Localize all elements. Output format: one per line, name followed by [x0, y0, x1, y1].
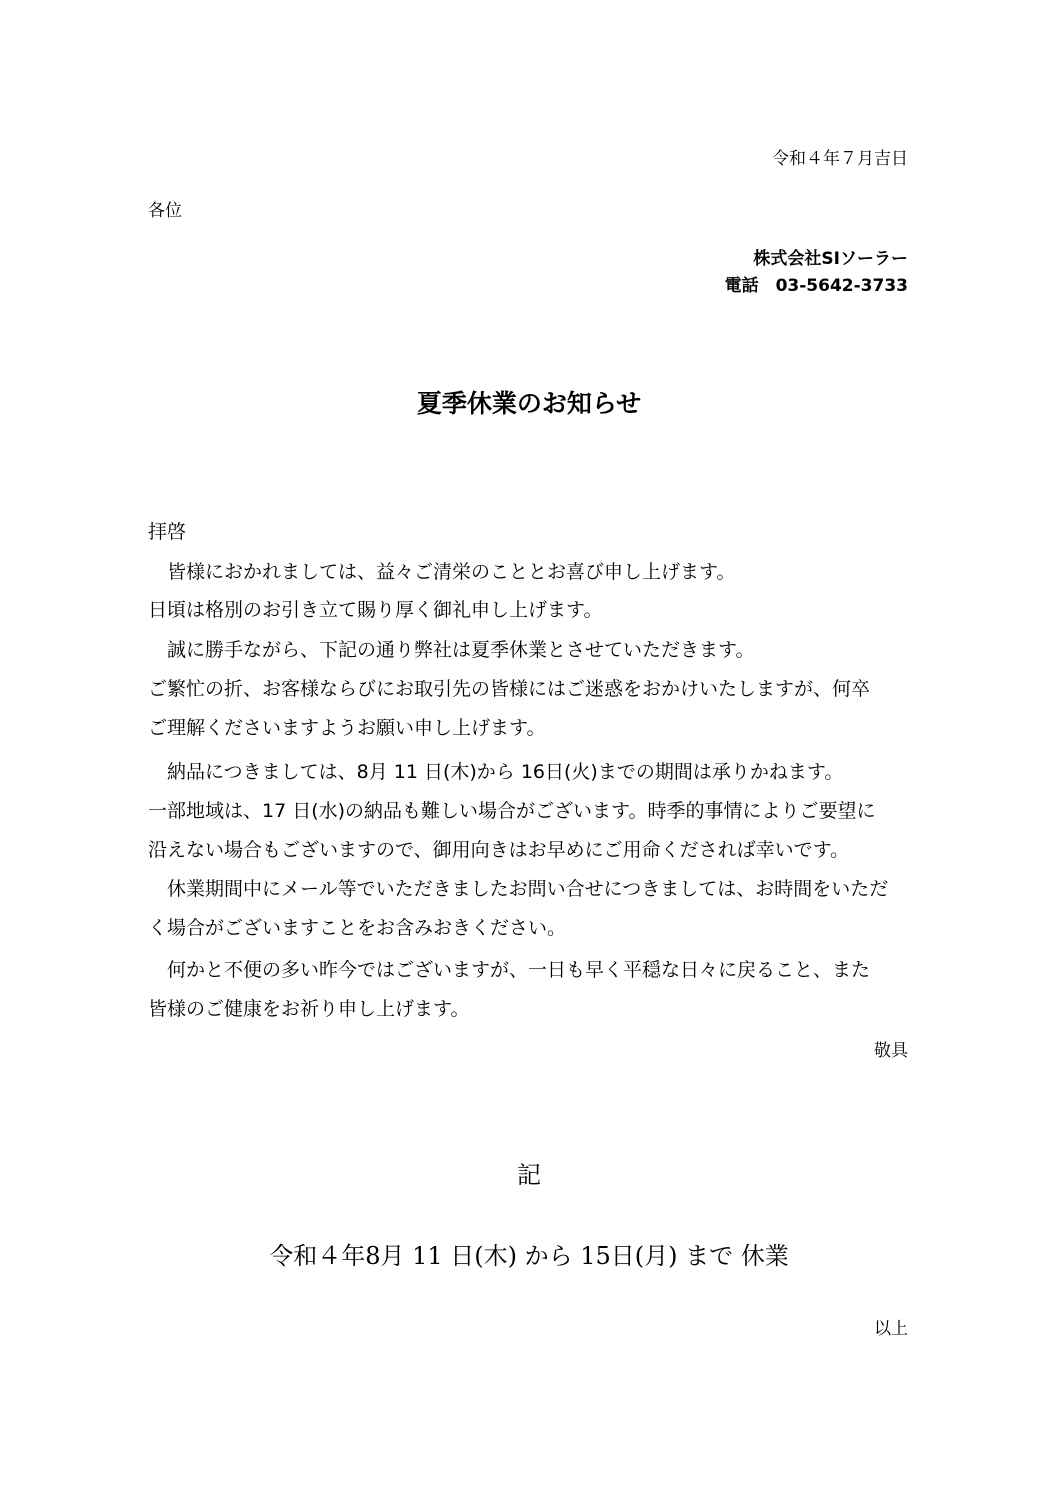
- notice-heading: 記: [517, 1161, 541, 1189]
- letter-closing: 敬具: [874, 1041, 908, 1061]
- body-line: 日頃は格別のお引き立て賜り厚く御礼申し上げます。: [148, 599, 603, 621]
- body-line: く場合がございますことをお含みおきください。: [148, 917, 567, 939]
- body-line: 皆様におかれましては、益々ご清栄のこととお喜び申し上げます。: [148, 561, 736, 583]
- company-name: 株式会社SIソーラー: [753, 249, 908, 269]
- body-line: 一部地域は、17 日(水)の納品も難しい場合がございます。時季的事情によりご要望に: [148, 800, 876, 822]
- notice-end: 以上: [874, 1319, 908, 1339]
- body-line: ご理解くださいますようお願い申し上げます。: [148, 717, 546, 739]
- document-title: 夏季休業のお知らせ: [416, 389, 642, 418]
- body-line: 何かと不便の多い昨今ではございますが、一日も早く平穏な日々に戻ること、また: [148, 959, 871, 981]
- body-line: 沿えない場合もございますので、御用向きはお早めにご用命くだされば幸いです。: [148, 839, 850, 861]
- body-line: 誠に勝手ながら、下記の通り弊社は夏季休業とさせていただきます。: [148, 639, 755, 661]
- addressee: 各位: [148, 201, 182, 221]
- body-line: ご繁忙の折、お客様ならびにお取引先の皆様にはご迷惑をおかけいたしますが、何卒: [148, 678, 871, 700]
- body-line: 皆様のご健康をお祈り申し上げます。: [148, 998, 470, 1020]
- body-line: 納品につきましては、8月 11 日(木)から 16日(火)までの期間は承りかねます。: [148, 761, 844, 783]
- letter-date: 令和４年７月吉日: [772, 149, 908, 169]
- closure-period: 令和４年8月 11 日(木) から 15日(月) まで 休業: [269, 1242, 789, 1270]
- body-line: 休業期間中にメール等でいただきましたお問い合せにつきましては、お時間をいただ: [148, 878, 889, 900]
- company-phone: 電話 03-5642-3733: [724, 276, 908, 296]
- letter-opening: 拝啓: [148, 521, 187, 543]
